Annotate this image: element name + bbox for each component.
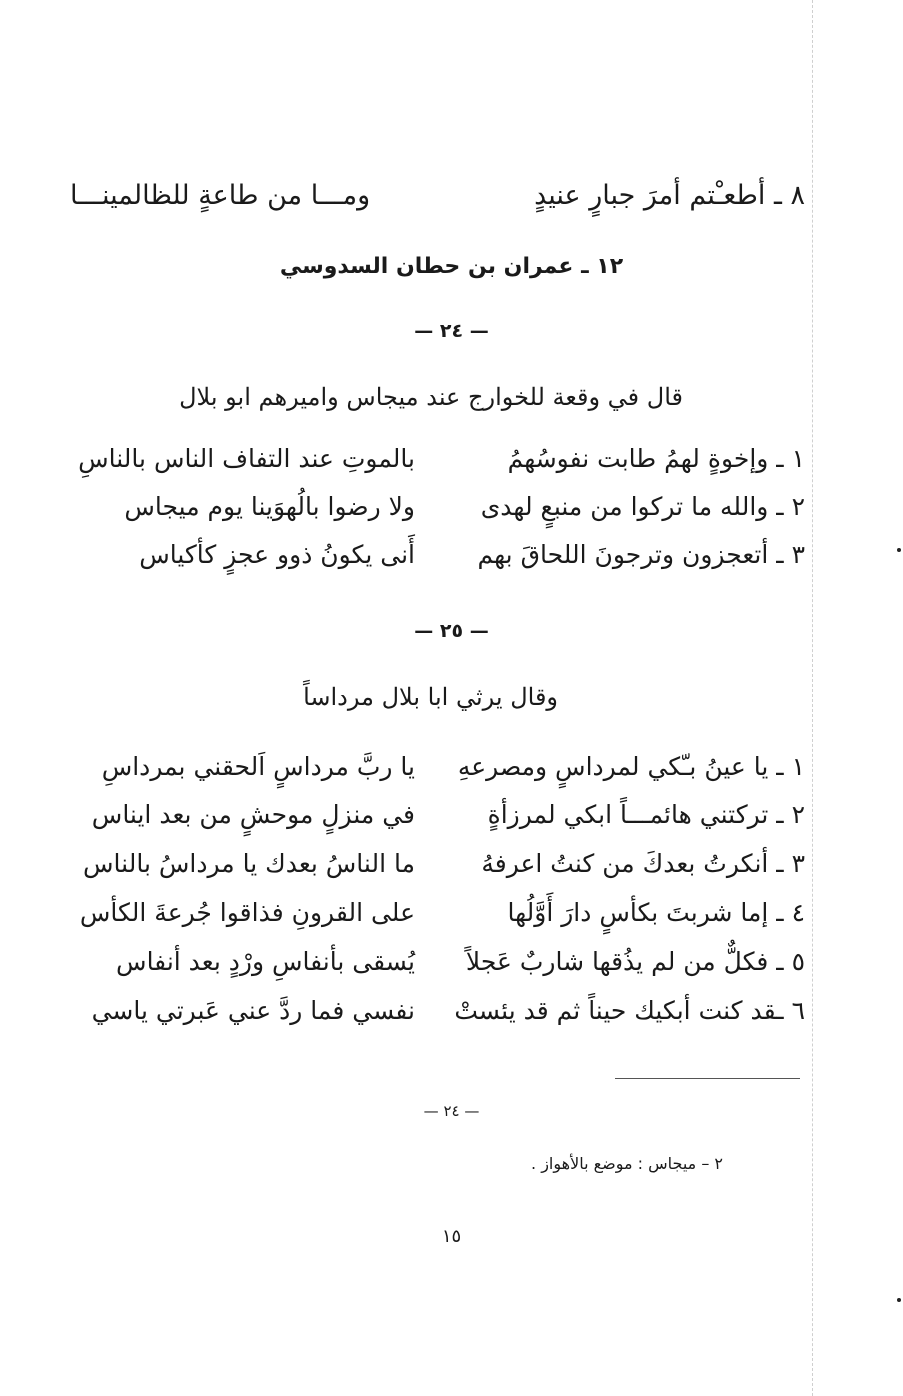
- verse-row: [70, 752, 805, 798]
- verse-first-hemistich: ٢ ـ والله ما تركوا من منبعٍ لهدى: [480, 492, 805, 521]
- verse-first-hemistich: ٣ ـ أنكرتُ بعدكَ من كنتُ اعرفهُ: [481, 849, 805, 878]
- verse-first-hemistich: ١ ـ يا عينُ بـّكي لمرداسٍ ومصرعهِ: [457, 752, 805, 781]
- verse-first-hemistich: ٣ ـ أتعجزون وترجونَ اللحاقَ بهم: [477, 540, 805, 569]
- verse-row: [70, 996, 805, 1042]
- verse-second-hemistich: نفسي فما ردَّ عني عَبرتي ياسي: [91, 996, 415, 1025]
- verse-second-hemistich: ولا رضوا بالُهوَينا يوم ميجاس: [124, 492, 415, 521]
- verse-second-hemistich: يُسقى بأنفاسِ ورْدٍ بعد أنفاس: [116, 947, 415, 976]
- verse-row: [70, 800, 805, 846]
- verse-second-hemistich: أَنى يكونُ ذوو عجزٍ كأكياس: [139, 540, 415, 569]
- verse-first-hemistich: ٥ ـ فكلٌّ من لم يذُقها شاربٌ عَجلاً: [465, 947, 805, 976]
- verse-row: [70, 947, 805, 993]
- verse-first-hemistich: ١ ـ وإخوةٍ لهمُ طابت نفوسُهمُ: [507, 444, 805, 473]
- verse-second-hemistich: في منزلٍ موحشٍ من بعد ايناس: [91, 800, 415, 829]
- verse-second-hemistich: ومـــا من طاعةٍ للظالمينـــا: [70, 180, 371, 211]
- verse-row: [70, 444, 805, 490]
- verse-first-hemistich: ٨ ـ أطعـْتم أمرَ جبارٍ عنيدٍ: [534, 180, 805, 211]
- verse-second-hemistich: يا ربَّ مرداسٍ اَلحقني بمرداسِ: [101, 752, 415, 781]
- verse-second-hemistich: على القرونِ فذاقوا جُرعةَ الكأس: [79, 898, 415, 927]
- verse-first-hemistich: ٦ ـقد كنت أبكيك حيناً ثم قد يئستْ: [454, 996, 805, 1025]
- scan-edge-line: [812, 0, 813, 1396]
- verse-row: [70, 492, 805, 538]
- poem-number-marker: — ٢٤ —: [414, 320, 489, 342]
- page-number: ١٥: [441, 1226, 462, 1247]
- poet-heading: ١٢ ـ عمران بن حطان السدوسي: [279, 254, 624, 279]
- poem-intro: وقال يرثي ابا بلال مرداساً: [303, 683, 558, 711]
- poem-number-marker: — ٢٥ —: [414, 620, 489, 642]
- footnote-text: ٢ – ميجاس : موضع بالأهواز .: [531, 1154, 723, 1173]
- footnote-section-marker: — ٢٤ —: [423, 1102, 480, 1120]
- verse-row: [70, 898, 805, 944]
- verse-row: [70, 849, 805, 895]
- scan-speck: [897, 548, 901, 552]
- footnote-rule: [615, 1078, 800, 1079]
- verse-first-hemistich: ٤ ـ إما شربتَ بكأسٍ دارَ أَوَّلُها: [507, 898, 805, 927]
- scan-speck: [897, 1298, 901, 1302]
- verse-second-hemistich: بالموتِ عند التفاف الناس بالناسِ: [78, 444, 415, 473]
- verse-row: [70, 540, 805, 586]
- poem-intro: قال في وقعة للخوارج عند ميجاس واميرهم ابو بلال: [179, 383, 683, 411]
- verse-second-hemistich: ما الناسُ بعدك يا مرداسُ بالناس: [83, 849, 415, 878]
- verse-first-hemistich: ٢ ـ تركتني هائمـــاً ابكي لمرزأةٍ: [487, 800, 805, 829]
